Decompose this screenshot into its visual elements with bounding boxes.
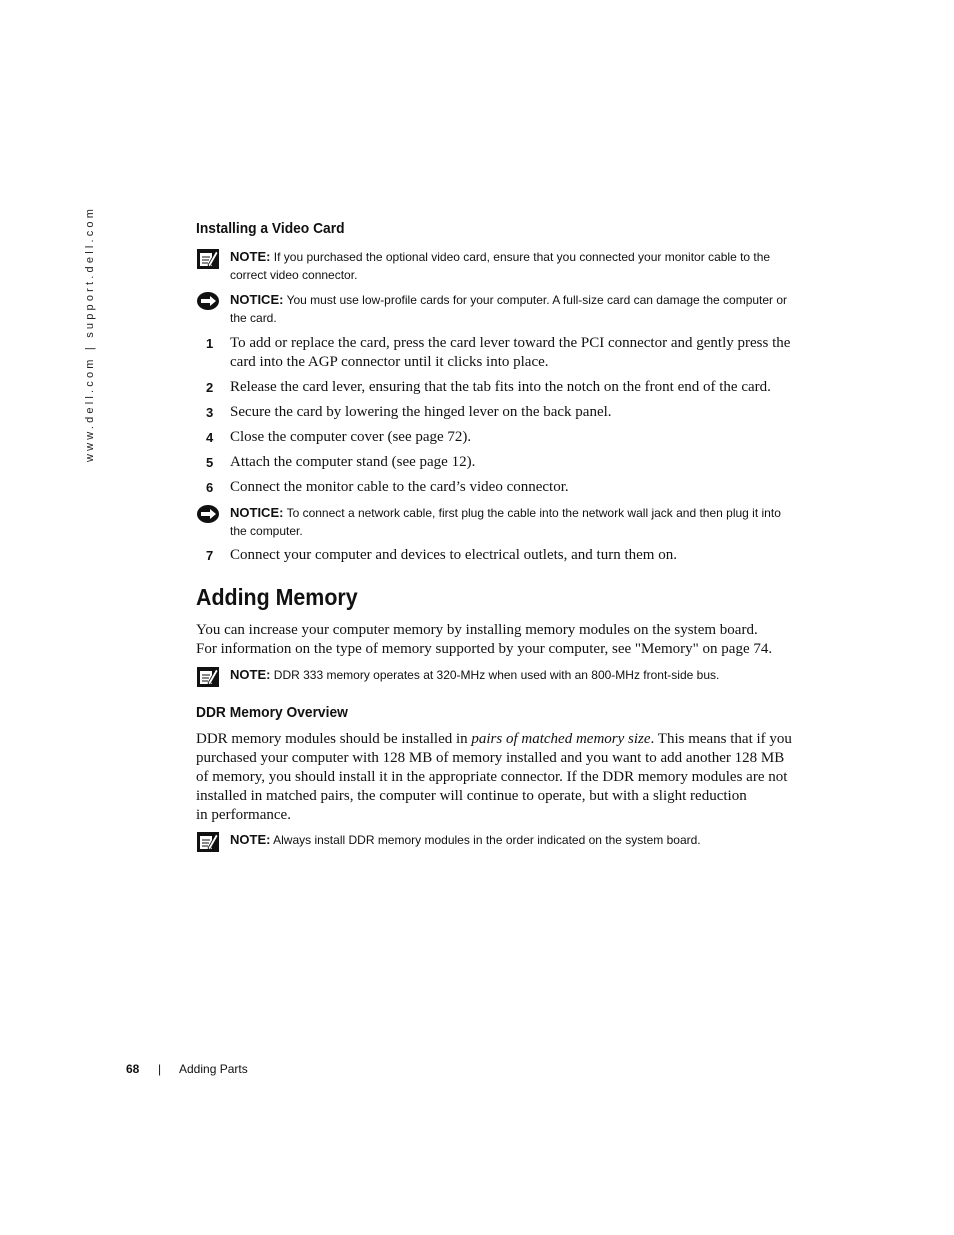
step-2 [196, 378, 816, 398]
ddr-overview-paragraph [196, 730, 816, 825]
para-emphasis: pairs of matched memory size [471, 731, 651, 747]
step-number: 1 [206, 336, 214, 351]
notice-text-line2: the computer. [230, 524, 303, 538]
footer-section-name: Adding Parts [179, 1062, 248, 1076]
para-line1-a: DDR memory modules should be installed in [196, 731, 472, 747]
notice-label: NOTICE: [230, 292, 284, 307]
pencil-note-icon [196, 831, 220, 858]
step-number: 5 [206, 455, 214, 470]
step-7 [196, 546, 816, 566]
intro-line1: You can increase your computer memory by installing memory modules on the system board. [196, 622, 758, 638]
step-number: 7 [206, 548, 214, 563]
note-label: NOTE: [230, 832, 271, 847]
step-text-line2: card into the AGP connector until it clicks into place. [230, 354, 549, 370]
note-callout-order [196, 831, 816, 853]
intro-line2: For information on the type of memory supported by your computer, see "Memory" on page 74. [196, 641, 773, 657]
para-line1-b: . This means that if you [650, 731, 792, 747]
para-line3: of memory, you should install it in the appropriate connector. If the DDR memory modules are not [196, 769, 788, 785]
section-heading-ddr-overview: DDR Memory Overview [196, 704, 348, 721]
step-6 [196, 478, 816, 498]
pencil-note-icon [196, 248, 220, 275]
step-number: 2 [206, 380, 214, 395]
note-callout-ddr333 [196, 666, 816, 688]
notice-arrow-icon [196, 291, 220, 316]
para-line5: in performance. [196, 807, 291, 823]
step-number: 3 [206, 405, 214, 420]
step-4 [196, 428, 816, 448]
pencil-note-icon [196, 666, 220, 693]
notice-text-line2: the card. [230, 311, 277, 325]
memory-intro-paragraph [196, 621, 816, 659]
note-text-line1: If you purchased the optional video card, ensure that you connected your monitor cable to the [273, 250, 771, 264]
section-heading-adding-memory: Adding Memory [196, 584, 358, 610]
notice-text-line1: You must use low-profile cards for your computer. A full-size card can damage the computer or [286, 293, 788, 307]
note-text-line2: correct video connector. [230, 268, 358, 282]
note-callout-video [196, 248, 816, 284]
side-url: www.dell.com | support.dell.com [84, 205, 96, 462]
section-heading-video-card: Installing a Video Card [196, 220, 345, 237]
note-text: DDR 333 memory operates at 320-MHz when used with an 800-MHz front-side bus. [273, 668, 720, 682]
step-5 [196, 453, 816, 473]
step-number: 6 [206, 480, 214, 495]
notice-text-line1: To connect a network cable, first plug the cable into the network wall jack and then plug it into [286, 506, 781, 520]
step-text: Attach the computer stand (see page 12). [230, 454, 476, 470]
para-line4: installed in matched pairs, the computer will continue to operate, but with a slight reduction [196, 788, 747, 804]
step-text: Connect your computer and devices to electrical outlets, and turn them on. [230, 547, 677, 563]
step-3 [196, 403, 816, 423]
step-text: Close the computer cover (see page 72). [230, 429, 472, 445]
step-text: Secure the card by lowering the hinged lever on the back panel. [230, 404, 612, 420]
footer-separator: | [158, 1062, 162, 1076]
note-label: NOTE: [230, 667, 271, 682]
notice-callout-card-size [196, 291, 816, 327]
note-text: Always install DDR memory modules in the order indicated on the system board. [273, 833, 701, 847]
notice-label: NOTICE: [230, 505, 284, 520]
step-1 [196, 334, 816, 372]
page-number: 68 [126, 1062, 140, 1076]
notice-arrow-icon [196, 504, 220, 529]
note-label: NOTE: [230, 249, 271, 264]
step-text: Release the card lever, ensuring that the tab fits into the notch on the front end of the card. [230, 379, 771, 395]
notice-callout-network [196, 504, 816, 540]
step-text-line1: To add or replace the card, press the card lever toward the PCI connector and gently press the [230, 335, 791, 351]
step-text: Connect the monitor cable to the card’s video connector. [230, 479, 569, 495]
para-line2: purchased your computer with 128 MB of memory installed and you want to add another 128 MB [196, 750, 785, 766]
step-number: 4 [206, 430, 214, 445]
